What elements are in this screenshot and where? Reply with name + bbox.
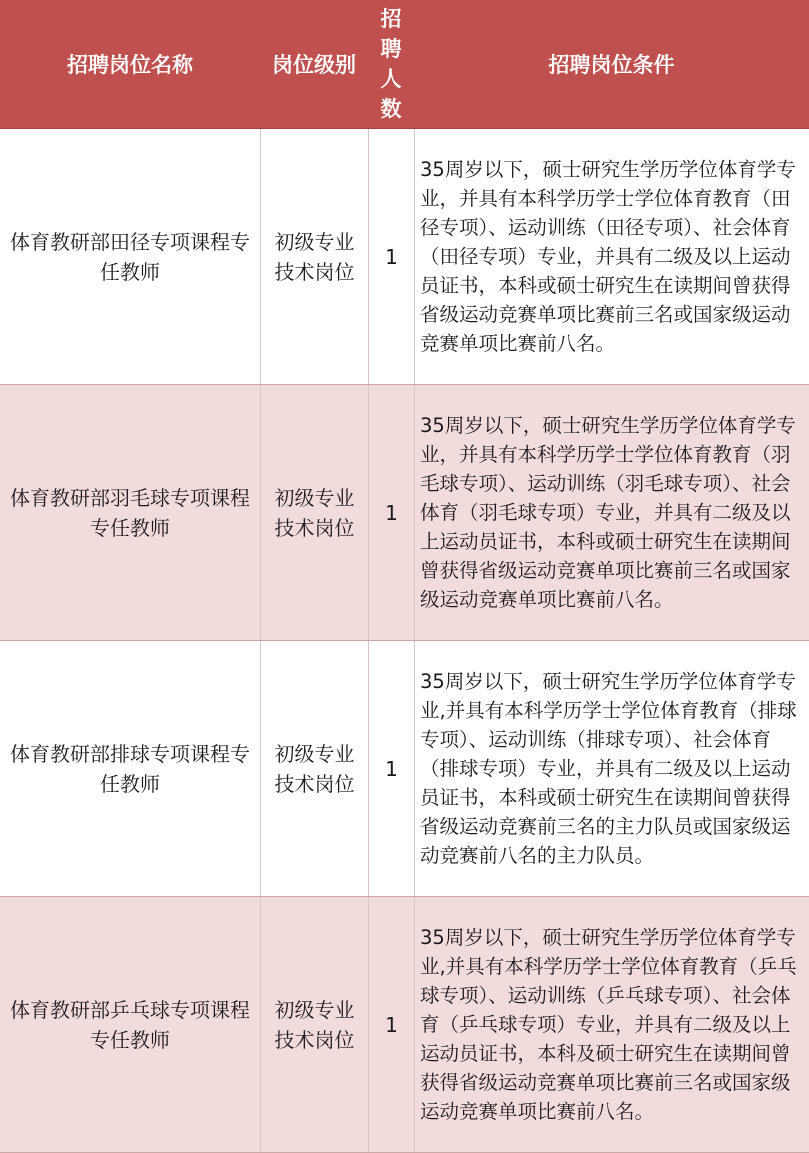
position-level-line: 技术岗位 — [274, 771, 355, 796]
position-name: 体育教研部田径专项课程专任教师 — [10, 229, 250, 284]
headcount: 1 — [368, 129, 414, 384]
position-name: 体育教研部羽毛球专项课程专任教师 — [10, 485, 250, 540]
position-level-line: 技术岗位 — [274, 259, 355, 284]
header-position-name: 招聘岗位名称 — [67, 53, 193, 77]
headcount: 1 — [368, 385, 414, 640]
position-name: 体育教研部乒乓球专项课程专任教师 — [10, 997, 250, 1052]
header-headcount-char: 人 — [380, 67, 402, 91]
header-conditions: 招聘岗位条件 — [548, 53, 675, 77]
position-conditions: 35周岁以下，硕士研究生学历学位体育学专业，并具有本科学历学士学位体育教育（田径专项）、运动训练（田径专项）、社会体育（田径专项）专业，并具有二级及以上运动员证书，本科或硕士研究生在读期间曾获得省级运动竞赛单项比赛前三名或国家级运动竞赛单项比赛前八名。 — [414, 129, 809, 384]
position-level-line: 初级专业 — [274, 741, 355, 766]
header-headcount — [368, 0, 414, 128]
table-row — [0, 641, 809, 897]
position-conditions: 35周岁以下，硕士研究生学历学位体育学专业,并具有本科学历学士学位体育教育（乒乓球专项）、运动训练（乒乓球专项）、社会体育（乒乓球专项）专业，并具有二级及以上运动员证书，本科及硕士研究生在读期间曾获得省级运动竞赛单项比赛前三名或国家级运动竞赛单项比赛前八名。 — [414, 897, 809, 1152]
table-row — [0, 897, 809, 1153]
position-level-line: 初级专业 — [274, 485, 355, 510]
header-headcount-char: 数 — [380, 97, 402, 121]
position-name: 体育教研部排球专项课程专任教师 — [10, 741, 250, 796]
position-conditions: 35周岁以下，硕士研究生学历学位体育学专业,并具有本科学历学士学位体育教育（排球专项）、运动训练（排球专项）、社会体育（排球专项）专业，并具有二级及以上运动员证书，本科或硕士研究生在读期间曾获得省级运动竞赛前三名的主力队员或国家级运动竞赛前八名的主力队员。 — [414, 641, 809, 896]
headcount: 1 — [368, 897, 414, 1152]
position-level — [260, 641, 368, 896]
header-position-level: 岗位级别 — [272, 53, 356, 77]
table-header — [0, 0, 809, 129]
position-level-line: 技术岗位 — [274, 1027, 355, 1052]
table-row — [0, 385, 809, 641]
position-conditions: 35周岁以下，硕士研究生学历学位体育学专业，并具有本科学历学士学位体育教育（羽毛球专项）、运动训练（羽毛球专项）、社会体育（羽毛球专项）专业，并具有二级及以上运动员证书，本科或硕士研究生在读期间曾获得省级运动竞赛单项比赛前三名或国家级运动竞赛单项比赛前八名。 — [414, 385, 809, 640]
position-level — [260, 129, 368, 384]
header-headcount-char: 聘 — [380, 37, 402, 61]
table-row — [0, 129, 809, 385]
position-level — [260, 897, 368, 1152]
headcount: 1 — [368, 641, 414, 896]
position-level — [260, 385, 368, 640]
position-level-line: 初级专业 — [274, 997, 355, 1022]
position-level-line: 初级专业 — [274, 229, 355, 254]
position-level-line: 技术岗位 — [274, 515, 355, 540]
header-headcount-char: 招 — [380, 7, 402, 31]
